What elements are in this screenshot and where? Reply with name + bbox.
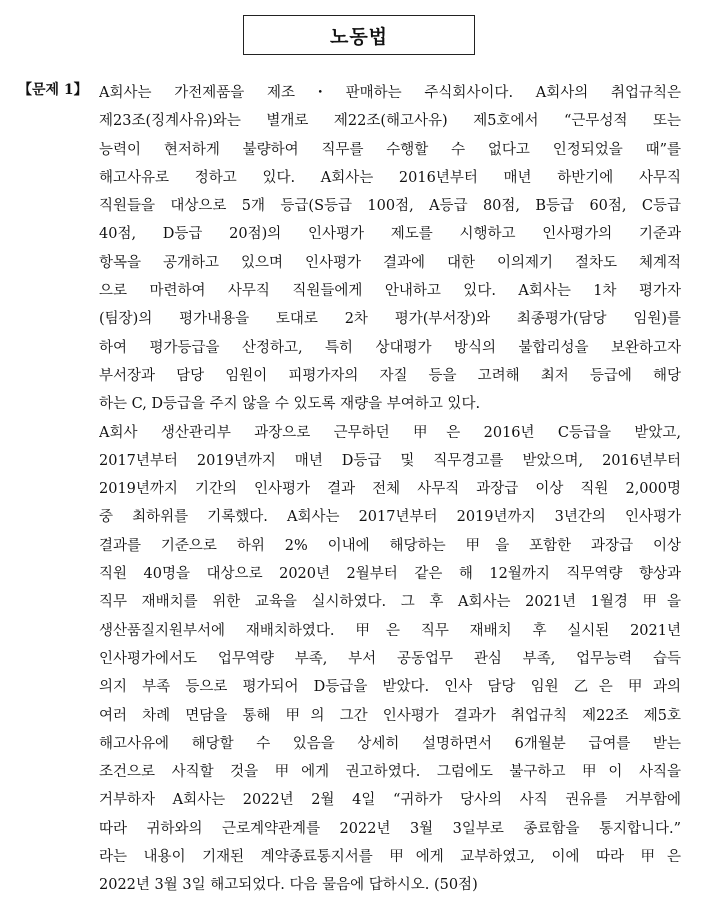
question-text-line: 인사평가에서도 업무역량 부족, 부서 공동업무 관심 부족, 업무능력 습득 [99, 650, 681, 667]
question-text-line: 2022년 3월 3일 해고되었다. 다음 물음에 답하시오. (50점) [99, 877, 478, 894]
question-text-line: A회사는 가전제품을 제조・판매하는 주식회사이다. A회사의 취업규칙은 [99, 85, 681, 101]
question-text-line: 의지 부족 등으로 평가되어 D등급을 받았다. 인사 담당 임원 乙은 甲과의 [99, 679, 681, 696]
question-text-line: 부서장과 담당 임원이 피평가자의 자질 등을 고려해 최저 등급에 해당 [99, 367, 681, 384]
question-text-line: 거부하자 A회사는 2022년 2월 4일 “귀하가 당사의 사직 권유를 거부함에 [99, 792, 681, 809]
question-text-line: 항목을 공개하고 있으며 인사평가 결과에 대한 이의제기 절차도 체계적 [99, 254, 681, 271]
title-text: 노동법 [329, 25, 389, 48]
question-text-line: 생산품질지원부서에 재배치하였다. 甲은 직무 재배치 후 실시된 2021년 [99, 622, 681, 639]
question-text-line: 라는 내용이 기재된 계약종료통지서를 甲에게 교부하였고, 이에 따라 甲은 [99, 849, 681, 866]
question-text-line: 해고사유로 정하고 있다. A회사는 2016년부터 매년 하반기에 사무직 [99, 169, 681, 186]
question-text-line: 제23조(징계사유)와는 별개로 제22조(해고사유) 제5호에서 “근무성적 또는 [99, 113, 681, 130]
question-text-line: 따라 귀하와의 근로계약관계를 2022년 3월 3일부로 종료함을 통지합니다.” [99, 820, 681, 837]
document-title [243, 15, 475, 55]
question-text-line: 2017년부터 2019년까지 매년 D등급 및 직무경고를 받았으며, 2016년부터 [99, 452, 681, 469]
question-body [99, 79, 681, 900]
question-text-line: 40점, D등급 20점)의 인사평가 제도를 시행하고 인사평가의 기준과 [99, 226, 681, 243]
question-text-line: (팀장)의 평가내용을 토대로 2차 평가(부서장)와 최종평가(담당 임원)를 [99, 311, 681, 328]
question-text-line: 조건으로 사직할 것을 甲에게 권고하였다. 그럼에도 불구하고 甲이 사직을 [99, 764, 681, 781]
question-text-line: 직무 재배치를 위한 교육을 실시하였다. 그 후 A회사는 2021년 1월경 甲을 [99, 594, 681, 611]
question-text-line: 직원 40명을 대상으로 2020년 2월부터 같은 해 12월까지 직무역량 향상과 [99, 566, 681, 583]
question-text-line: 하는 C, D등급을 주지 않을 수 있도록 재량을 부여하고 있다. [99, 396, 481, 413]
question-text-line: 중 최하위를 기록했다. A회사는 2017년부터 2019년까지 3년간의 인사평가 [99, 509, 681, 526]
question-text-line: 여러 차례 면담을 통해 甲의 그간 인사평가 결과가 취업규칙 제22조 제5호 [99, 707, 681, 724]
question-text-line: 능력이 현저하게 불량하여 직무를 수행할 수 없다고 인정되었을 때”를 [99, 141, 681, 158]
question-text-line: 해고사유에 해당할 수 있음을 상세히 설명하면서 6개월분 급여를 받는 [99, 735, 681, 752]
question-text-line: 2019년까지 기간의 인사평가 결과 전체 사무직 과장급 이상 직원 2,000명 [99, 481, 681, 498]
question-text-line: 하여 평가등급을 산정하고, 특히 상대평가 방식의 불합리성을 보완하고자 [99, 339, 681, 356]
question-text-line: A회사 생산관리부 과장으로 근무하던 甲은 2016년 C등급을 받았고, [99, 424, 681, 441]
question-text-line: 결과를 기준으로 하위 2% 이내에 해당하는 甲을 포함한 과장급 이상 [99, 537, 681, 554]
question-text-line: 직원들을 대상으로 5개 등급(S등급 100점, A등급 80점, B등급 60점, C등급 [99, 198, 681, 215]
question-text-line: 으로 마련하여 사무직 직원들에게 안내하고 있다. A회사는 1차 평가자 [99, 283, 681, 300]
question-number-label: 【문제 1】 [18, 82, 88, 98]
